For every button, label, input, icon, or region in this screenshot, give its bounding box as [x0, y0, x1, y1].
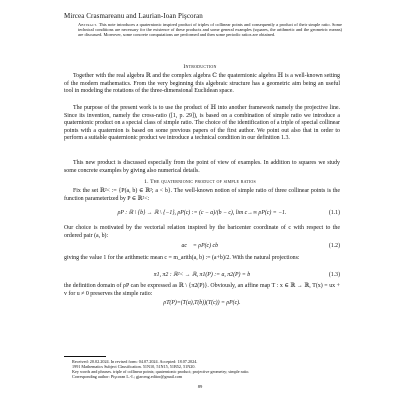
introduction-heading: Introduction	[183, 64, 217, 70]
section-1-heading: 1. The quaternionic product of simple ratios	[144, 179, 256, 185]
equation-1-4-body: ρT(P)=(T(a),T(b))(T(c)) = ρP(c).	[163, 300, 241, 306]
footnote-msc: 1991 Mathematics Subject Classification. 51N10, 51N15, 51B52, 51N20.	[72, 364, 196, 369]
abstract-label: Abstract.	[78, 22, 98, 27]
abstract	[78, 22, 342, 37]
equation-1-1-number: (1.1)	[328, 210, 340, 216]
footnote-rule	[64, 356, 106, 357]
intro-paragraph-1: Together with the real algebra ℝ and the complex algebra ℂ the quaternionic algebra ℍ is a well-known setting of the modern mathematics. From the very beginning this algebraic structure has a geometric aim being an useful tool in modeling the rotations of the three-dimensional Euclidean space.	[64, 73, 340, 94]
section-1-paragraph-2: Our choice is motivated by the vectorial relation inspired by the baricenter coordinate of c with respect to the ordered pair (a, b):	[64, 225, 340, 239]
equation-1-1-body: ρP : ℝ \ {b} → ℝ \ {−1}, ρP(c) := (c − a)/(b − c), lim c→∞ ρP(c) = −1.	[117, 210, 287, 216]
equation-1-1	[64, 210, 340, 219]
intro-paragraph-2: The purpose of the present work is to use the product of ℍ into another framework namely the projective line. Since its invention, namely the cross-ratio ([1, p. 29]), is based on a combination of simple ratio we introduce a quaternionic product on a special class of simple ratio. The choice of the identification of a triple of special collinear points with a quaternion is based on some previous papers of the first author. We point out also that in order to perform a suitable quaternionic product we introduce a technical condition in our definition 1.3.	[64, 105, 340, 141]
equation-1-3	[64, 272, 340, 281]
footnote-keywords: Key words and phrases. triple of collinear points; quaternionic product; projective geometry; simple ratio.	[72, 369, 250, 374]
equation-1-2-number: (1.2)	[328, 243, 340, 249]
section-1-paragraph-4: the definition domain of ρP can be expressed as ℝ \ {π2(P)}. Obviously, an affine map T : x ∈ ℝ → ℝ, T(x) = ux + v for u ≠ 0 preserves the simple ratio:	[64, 283, 340, 297]
equation-1-2	[64, 243, 340, 252]
abstract-text: This note introduces a quaternionic inspired product of triples of collinear points and consequently a product of their simple ratio. Some technical conditions are necessary for the existence of these products and some general examples (squares, the arithmetic and the geometric means) are discussed. Moreover, some concrete computations are performed and then some periodic ratios are obtained.	[78, 22, 342, 38]
equation-1-3-number: (1.3)	[328, 272, 340, 278]
equation-1-4	[64, 300, 340, 309]
author-line: Mircea Crasmareanu and Laurian-Ioan Pişcoran	[64, 12, 203, 20]
section-1-paragraph-1: Fix the set ℝ²< := {P(a, b) ∈ ℝ²; a < b}. The well-known notion of simple ratio of three collinear points is the function parameterized by P ∈ ℝ²<:	[64, 188, 340, 202]
page-number: 89	[197, 384, 203, 389]
footnote-corresponding: Corresponding author: Pişcoran L.-I.; gjarcmg.editor@gmail.com	[72, 374, 183, 379]
equation-1-3-body: π1, π2 : ℝ²< → ℝ, π1(P) := a, π2(P) = b	[153, 272, 251, 278]
section-1-paragraph-3: giving the value 1 for the arithmetic mean c = m_arith(a, b) := (a+b)/2. With the natural projections:	[64, 255, 300, 261]
footnote-received: Received: 20.02.2024. In revised form: 04.07.2024. Accepted: 18.07.2024.	[72, 359, 198, 364]
equation-1-2-body: ac⃗ = ρP(c) cb⃗	[181, 243, 223, 249]
intro-paragraph-3: This new product is discussed especially from the point of view of examples. In addition to squares we study some concrete examples by giving also numerical details.	[64, 160, 340, 174]
